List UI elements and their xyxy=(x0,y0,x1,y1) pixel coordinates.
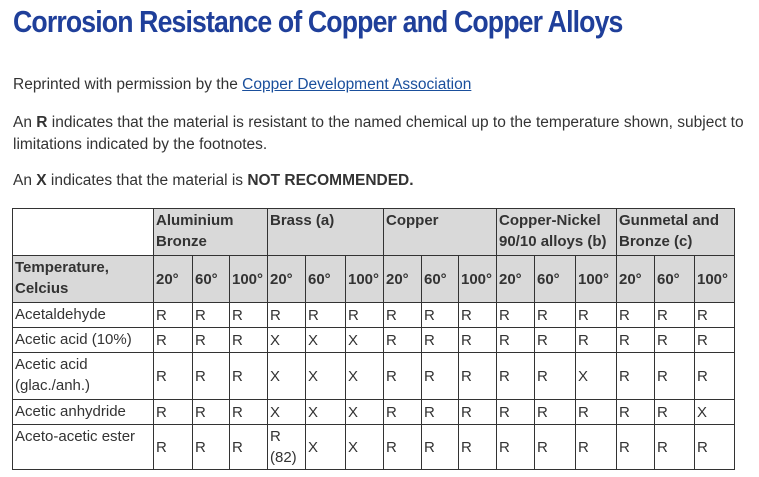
resistance-value: X xyxy=(308,331,319,349)
resistance-value: R xyxy=(657,331,668,349)
x-letter: X xyxy=(36,172,47,189)
resistance-value: R xyxy=(619,306,630,324)
resistance-value: R xyxy=(424,438,435,456)
resistance-value: R xyxy=(657,403,668,421)
resistance-value: R xyxy=(232,367,243,385)
resistance-value: R xyxy=(424,331,435,349)
chemical-name xyxy=(13,353,154,400)
r-line2: limitations indicated by the footnotes. xyxy=(13,136,268,153)
temperature-label-line1: Temperature, xyxy=(15,259,109,276)
resistance-value: R xyxy=(499,331,510,349)
resistance-cell xyxy=(230,303,268,328)
resistance-cell xyxy=(617,400,655,425)
resistance-cell xyxy=(154,400,193,425)
resistance-value: R xyxy=(195,306,206,324)
resistance-cell xyxy=(346,400,384,425)
resistance-cell xyxy=(306,303,346,328)
resistance-cell xyxy=(346,328,384,353)
resistance-value: R xyxy=(461,306,472,324)
resistance-cell xyxy=(268,353,306,400)
resistance-value: R xyxy=(697,367,708,385)
resistance-cell xyxy=(459,303,497,328)
r-line1: indicates that the material is resistant to the named chemical up to the temperature shown, subject to xyxy=(47,114,744,131)
resistance-cell xyxy=(193,303,230,328)
temperature-header: 100° xyxy=(459,256,497,303)
resistance-cell xyxy=(535,328,576,353)
resistance-value: R xyxy=(424,306,435,324)
page-title: Corrosion Resistance of Copper and Copper Alloys xyxy=(13,4,623,39)
alloy-group-line2: Bronze xyxy=(156,233,207,250)
resistance-cell xyxy=(230,400,268,425)
reprint-note xyxy=(13,74,471,96)
reprint-prefix: Reprinted with permission by the xyxy=(13,76,243,93)
resistance-value: R xyxy=(578,306,589,324)
alloy-group-line2: 90/10 alloys (b) xyxy=(499,233,607,250)
resistance-value: X xyxy=(348,403,359,421)
resistance-cell xyxy=(576,353,617,400)
resistance-value: X xyxy=(308,403,319,421)
resistance-cell xyxy=(695,400,735,425)
resistance-value: R xyxy=(348,306,359,324)
resistance-value: R xyxy=(386,403,397,421)
resistance-cell xyxy=(617,425,655,470)
resistance-value: R xyxy=(537,403,548,421)
resistance-value: R xyxy=(195,403,206,421)
resistance-cell xyxy=(230,328,268,353)
temperature-header: 60° xyxy=(306,256,346,303)
resistance-value: R xyxy=(578,438,589,456)
resistance-cell xyxy=(655,400,695,425)
resistance-cell xyxy=(268,400,306,425)
resistance-value: R xyxy=(537,438,548,456)
resistance-cell xyxy=(154,328,193,353)
resistance-value: X xyxy=(270,367,281,385)
resistance-value: R xyxy=(386,306,397,324)
resistance-value: R xyxy=(499,306,510,324)
resistance-value: R xyxy=(619,438,630,456)
alloy-group-row xyxy=(13,209,735,256)
alloy-group-line1: Brass (a) xyxy=(270,212,335,229)
resistance-value: R xyxy=(270,306,281,324)
resistance-value: X xyxy=(348,367,359,385)
resistance-cell xyxy=(576,400,617,425)
header-blank-cell xyxy=(13,209,154,256)
resistance-cell xyxy=(154,425,193,470)
r-prefix: An xyxy=(13,114,37,131)
temperature-header: 100° xyxy=(346,256,384,303)
resistance-cell xyxy=(193,353,230,400)
resistance-value: X xyxy=(308,367,319,385)
resistance-value: R xyxy=(619,331,630,349)
chemical-name-line: Acetic anhydride xyxy=(15,403,126,420)
alloy-group-header xyxy=(384,209,497,256)
resistance-cell xyxy=(346,303,384,328)
resistance-value: R xyxy=(461,438,472,456)
resistance-value: R xyxy=(308,306,319,324)
resistance-cell xyxy=(346,353,384,400)
resistance-cell xyxy=(384,303,422,328)
resistance-cell xyxy=(655,353,695,400)
resistance-cell xyxy=(422,303,459,328)
resistance-cell xyxy=(422,425,459,470)
resistance-value: R xyxy=(578,403,589,421)
resistance-cell xyxy=(422,400,459,425)
resistance-value: R xyxy=(697,438,708,456)
cda-link[interactable]: Copper Development Association xyxy=(242,76,472,93)
resistance-cell xyxy=(154,353,193,400)
resistance-cell xyxy=(422,328,459,353)
table-row xyxy=(13,328,735,353)
resistance-value: R xyxy=(386,367,397,385)
resistance-cell xyxy=(617,328,655,353)
resistance-cell xyxy=(384,328,422,353)
resistance-value: R xyxy=(270,428,281,445)
resistance-value: R xyxy=(537,306,548,324)
resistance-cell xyxy=(193,328,230,353)
table-row xyxy=(13,425,735,470)
resistance-cell xyxy=(497,303,535,328)
resistance-value: R xyxy=(461,331,472,349)
alloy-group-header xyxy=(154,209,268,256)
resistance-cell xyxy=(230,425,268,470)
resistance-value: R xyxy=(232,331,243,349)
resistance-value: R xyxy=(657,306,668,324)
resistance-value: X xyxy=(308,438,319,456)
resistance-cell xyxy=(384,353,422,400)
resistance-value: R xyxy=(156,403,167,421)
resistance-value: R xyxy=(697,331,708,349)
resistance-cell xyxy=(655,328,695,353)
chemical-name xyxy=(13,425,154,470)
temperature-header: 60° xyxy=(535,256,576,303)
table-body xyxy=(13,303,735,470)
resistance-value: X xyxy=(270,331,281,349)
temperature-header: 60° xyxy=(193,256,230,303)
table-row xyxy=(13,400,735,425)
alloy-group-header xyxy=(268,209,384,256)
resistance-cell xyxy=(497,353,535,400)
resistance-value: R xyxy=(156,367,167,385)
resistance-value: R xyxy=(195,331,206,349)
resistance-cell xyxy=(576,328,617,353)
chemical-name-line: Acetaldehyde xyxy=(15,306,106,323)
temperature-header: 20° xyxy=(154,256,193,303)
temperature-header: 20° xyxy=(268,256,306,303)
resistance-value: R xyxy=(386,331,397,349)
resistance-cell xyxy=(268,425,306,470)
corrosion-table xyxy=(12,208,735,470)
temperature-row xyxy=(13,256,735,303)
resistance-cell xyxy=(617,303,655,328)
x-explanation xyxy=(13,170,414,192)
resistance-value: R xyxy=(657,367,668,385)
resistance-cell xyxy=(459,328,497,353)
resistance-value: R xyxy=(499,438,510,456)
resistance-cell xyxy=(346,425,384,470)
resistance-value: R xyxy=(424,403,435,421)
resistance-cell xyxy=(497,425,535,470)
resistance-cell xyxy=(230,353,268,400)
alloy-group-line1: Copper xyxy=(386,212,439,229)
table-header xyxy=(13,209,735,303)
alloy-group-line1: Copper-Nickel xyxy=(499,212,601,229)
resistance-cell xyxy=(497,328,535,353)
resistance-cell xyxy=(193,425,230,470)
resistance-cell xyxy=(535,425,576,470)
resistance-cell xyxy=(655,425,695,470)
alloy-group-line1: Aluminium xyxy=(156,212,234,229)
resistance-value: R xyxy=(232,306,243,324)
resistance-value: R xyxy=(232,438,243,456)
resistance-value: R xyxy=(156,438,167,456)
resistance-cell xyxy=(695,303,735,328)
resistance-value: X xyxy=(270,403,281,421)
resistance-cell xyxy=(535,303,576,328)
chemical-name xyxy=(13,400,154,425)
table-row xyxy=(13,353,735,400)
temperature-label-line2: Celcius xyxy=(15,280,69,297)
resistance-value: R xyxy=(619,403,630,421)
resistance-value: R xyxy=(156,331,167,349)
resistance-cell xyxy=(306,425,346,470)
temperature-header: 20° xyxy=(384,256,422,303)
resistance-cell xyxy=(306,353,346,400)
r-explanation xyxy=(13,112,744,156)
resistance-cell xyxy=(617,353,655,400)
resistance-cell xyxy=(459,353,497,400)
r-letter: R xyxy=(36,114,48,131)
resistance-value: R xyxy=(499,367,510,385)
temperature-header: 20° xyxy=(617,256,655,303)
chemical-name-line: Acetic acid xyxy=(15,356,88,373)
resistance-cell xyxy=(535,353,576,400)
x-middle: indicates that the material is xyxy=(46,172,248,189)
resistance-value: R xyxy=(578,331,589,349)
resistance-value: R xyxy=(619,367,630,385)
chemical-name xyxy=(13,303,154,328)
chemical-name-line: Acetic acid (10%) xyxy=(15,331,132,348)
resistance-cell xyxy=(695,353,735,400)
resistance-value: X xyxy=(348,331,359,349)
resistance-value: R xyxy=(386,438,397,456)
temperature-header: 100° xyxy=(576,256,617,303)
resistance-value: R xyxy=(461,403,472,421)
temperature-header: 100° xyxy=(230,256,268,303)
resistance-cell xyxy=(695,425,735,470)
chemical-name-line: (glac./anh.) xyxy=(15,377,91,394)
resistance-cell xyxy=(576,303,617,328)
resistance-cell xyxy=(655,303,695,328)
resistance-cell xyxy=(154,303,193,328)
resistance-cell xyxy=(306,328,346,353)
temperature-header: 20° xyxy=(497,256,535,303)
resistance-value: R xyxy=(156,306,167,324)
resistance-cell xyxy=(268,303,306,328)
resistance-cell xyxy=(306,400,346,425)
resistance-value: R xyxy=(697,306,708,324)
temperature-header: 60° xyxy=(655,256,695,303)
x-prefix: An xyxy=(13,172,37,189)
resistance-value: R xyxy=(537,367,548,385)
resistance-value: X xyxy=(697,403,708,421)
resistance-cell xyxy=(695,328,735,353)
resistance-value: R xyxy=(537,331,548,349)
resistance-value: (82) xyxy=(270,449,297,466)
resistance-cell xyxy=(384,400,422,425)
resistance-value: R xyxy=(232,403,243,421)
chemical-name xyxy=(13,328,154,353)
resistance-value: R xyxy=(657,438,668,456)
x-not-recommended: NOT RECOMMENDED. xyxy=(247,172,414,189)
resistance-value: X xyxy=(348,438,359,456)
temperature-header: 100° xyxy=(695,256,735,303)
resistance-value: R xyxy=(195,367,206,385)
resistance-value: R xyxy=(195,438,206,456)
resistance-value: R xyxy=(499,403,510,421)
resistance-cell xyxy=(535,400,576,425)
temperature-label xyxy=(13,256,154,303)
resistance-cell xyxy=(268,328,306,353)
resistance-value: X xyxy=(578,367,589,385)
resistance-cell xyxy=(459,425,497,470)
alloy-group-header xyxy=(497,209,617,256)
chemical-name-line: Aceto-acetic ester xyxy=(15,428,136,445)
resistance-cell xyxy=(497,400,535,425)
alloy-group-line1: Gunmetal and xyxy=(619,212,720,229)
resistance-cell xyxy=(384,425,422,470)
resistance-cell xyxy=(193,400,230,425)
resistance-value: R xyxy=(424,367,435,385)
table-row xyxy=(13,303,735,328)
resistance-cell xyxy=(459,400,497,425)
temperature-header: 60° xyxy=(422,256,459,303)
resistance-value: R xyxy=(461,367,472,385)
alloy-group-header xyxy=(617,209,735,256)
alloy-group-line2: Bronze (c) xyxy=(619,233,693,250)
resistance-cell xyxy=(576,425,617,470)
resistance-cell xyxy=(422,353,459,400)
